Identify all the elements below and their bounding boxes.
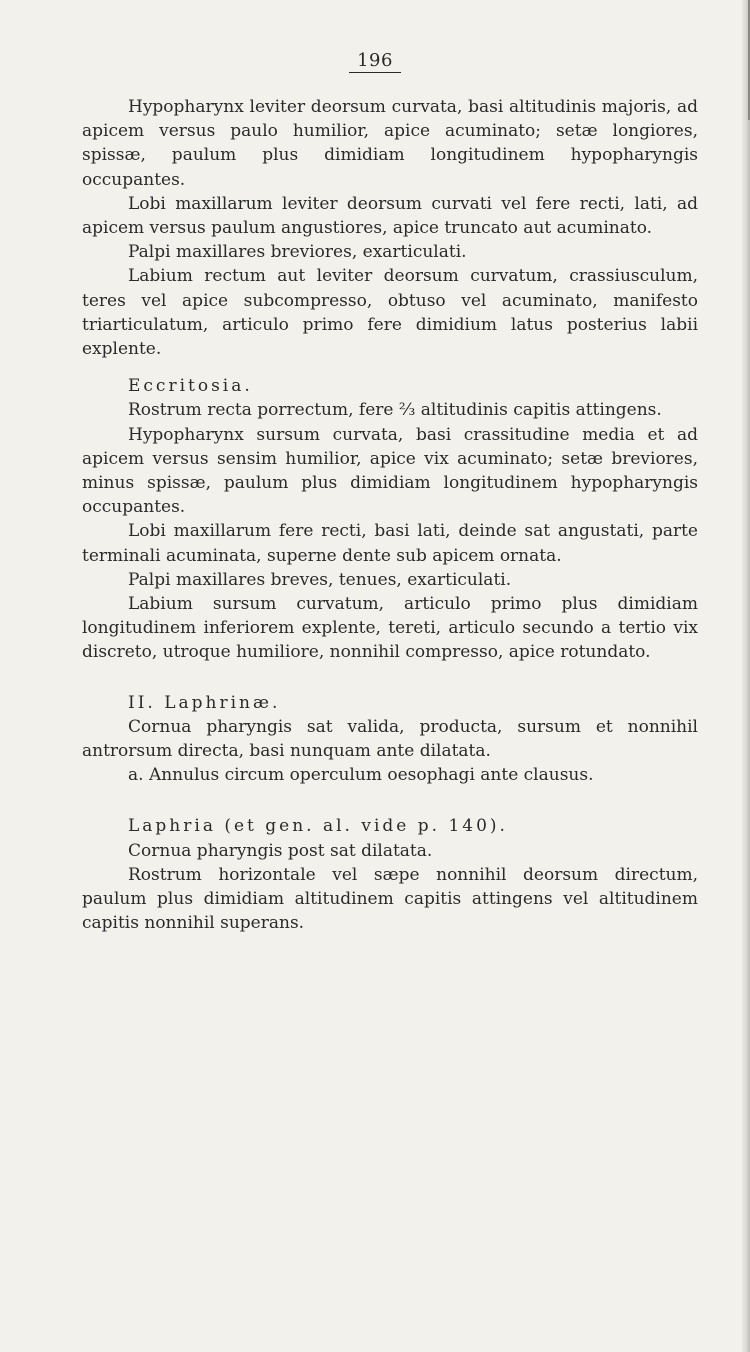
paragraph: Cornua pharyngis sat valida, producta, sursum et nonnihil antrorsum directa, basi nunquam ante dilatata. — [82, 716, 698, 762]
page-number — [0, 50, 750, 73]
section-heading: Eccritosia. — [128, 376, 253, 397]
paragraph: Cornua pharyngis post sat dilatata. — [128, 840, 433, 861]
paragraph: a. Annulus circum operculum oesophagi ante clausus. — [128, 765, 594, 786]
paragraph: Lobi maxillarum fere recti, basi lati, deinde sat angustati, parte terminali acuminata, superne dente sub apicem ornata. — [82, 521, 698, 566]
paragraph: Palpi maxillares breves, tenues, exarticulati. — [128, 569, 512, 590]
paragraph: Labium rectum aut leviter deorsum curvatum, crassiusculum, teres vel apice subcompresso, obtuso vel acuminato, manifesto triarticulatum, articulo primo fere dimidium latus posterius labii explente. — [82, 266, 698, 360]
paragraph: Palpi maxillares breviores, exarticulati. — [128, 242, 467, 263]
section-heading: II. Laphrinæ. — [128, 692, 281, 713]
paragraph: Hypopharynx leviter deorsum curvata, basi altitudinis majoris, ad apicem versus paulo humilior, apice acuminato; setæ longiores, spissæ, paulum plus dimidiam longitudinem hypopharyngis occupantes. — [82, 97, 698, 190]
body-text — [82, 95, 698, 936]
paragraph: Rostrum recta porrectum, fere ⅔ altitudinis capitis attingens. — [128, 400, 662, 421]
paragraph: Rostrum horizontale vel sæpe nonnihil deorsum directum, paulum plus dimidiam altitudinem capitis attingens vel altitudinem capitis nonnihil superans. — [82, 864, 698, 934]
genus-heading: Laphria (et gen. al. vide p. 140). — [128, 816, 508, 837]
page-edge — [742, 0, 750, 1352]
paragraph: Labium sursum curvatum, articulo primo plus dimidiam longitudinem inferiorem explente, tereti, articulo secundo a tertio vix discreto, utroque humiliore, nonnihil compresso, apice rotundato. — [82, 594, 698, 663]
page-number-text: 196 — [349, 50, 401, 73]
paragraph: Lobi maxillarum leviter deorsum curvati vel fere recti, lati, ad apicem versus paulum angustiores, apice truncato aut acuminato. — [82, 193, 698, 239]
paragraph: Hypopharynx sursum curvata, basi crassitudine media et ad apicem versus sensim humilior, apice vix acuminato; setæ breviores, minus spissæ, paulum plus dimidiam longitudinem hypopharyngis occupantes. — [82, 424, 698, 518]
